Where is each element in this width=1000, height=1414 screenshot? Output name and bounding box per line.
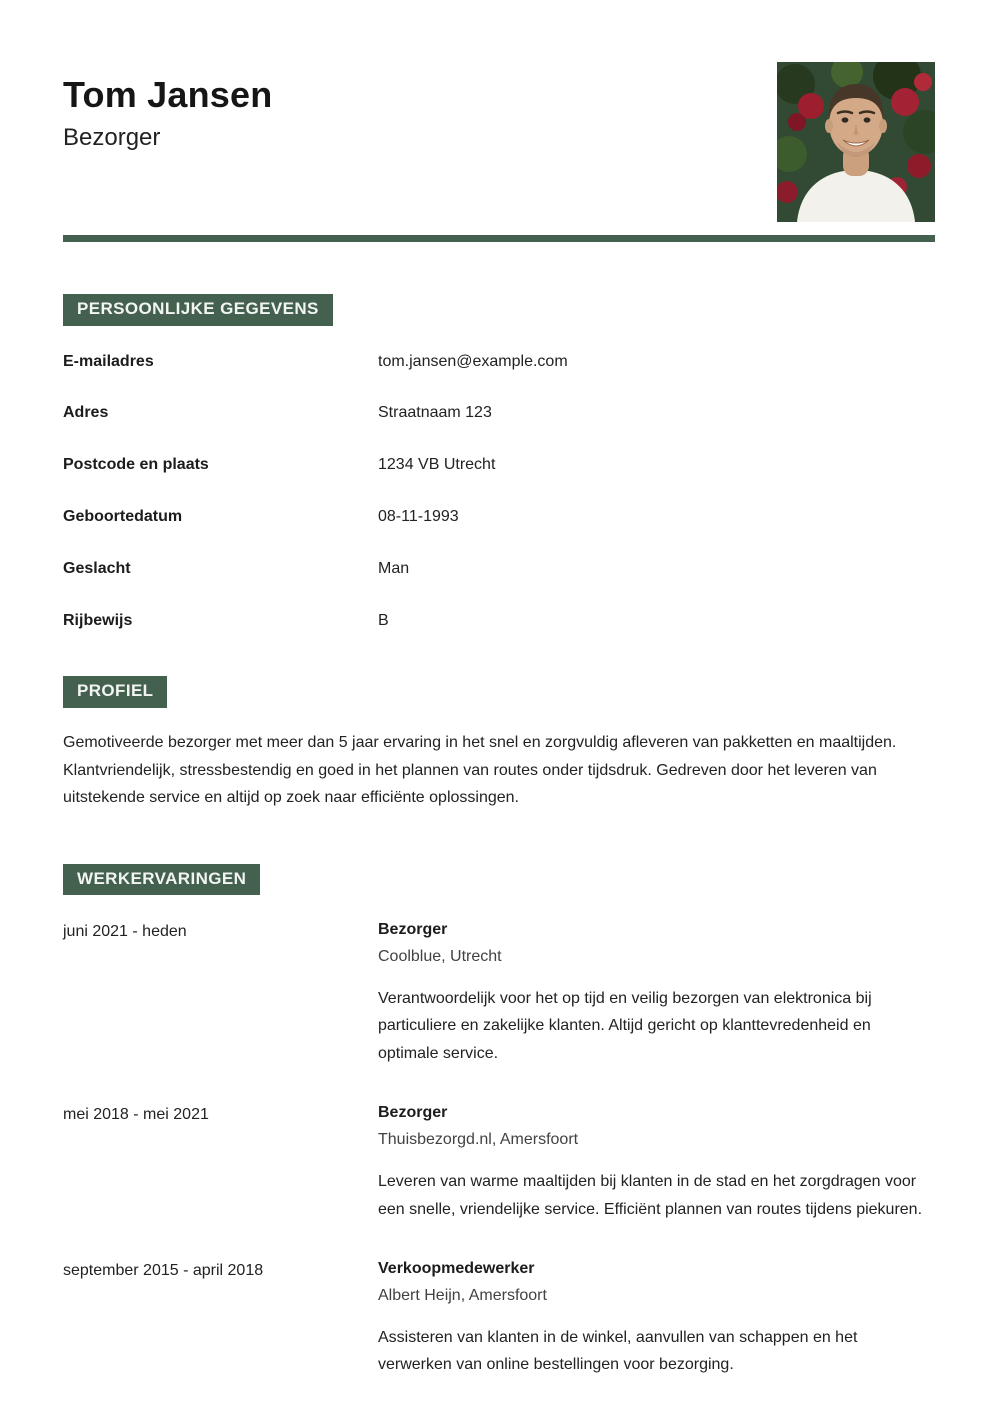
field-value-address: Straatnaam 123 bbox=[378, 404, 492, 422]
field-row-address bbox=[63, 403, 935, 424]
entry-body bbox=[378, 1259, 935, 1379]
person-role: Bezorger bbox=[63, 124, 161, 152]
entry-job-title: Bezorger bbox=[378, 1104, 448, 1122]
entry-period: september 2015 - april 2018 bbox=[63, 1262, 264, 1280]
person-name: Tom Jansen bbox=[63, 74, 273, 115]
field-label: Rijbewijs bbox=[63, 611, 133, 629]
cv-header bbox=[63, 0, 935, 222]
profile-text: Gemotiveerde bezorger met meer dan 5 jaar ervaring in het snel en zorgvuldig afleveren van pakketten en maaltijden. Klantvriendelijk, stressbestendig en goed in het plannen van routes onder tijdsdruk. Gedreven door het leveren van uitstekende service en altijd op zoek naar efficiënte oplossingen. bbox=[63, 734, 897, 807]
experience-entry bbox=[63, 920, 935, 1067]
experience-entry bbox=[63, 1259, 935, 1379]
entry-job-title: Bezorger bbox=[378, 921, 448, 939]
entry-description: Assisteren van klanten in de winkel, aanvullen van schappen en het verwerken van online bestellingen voor bezorging. bbox=[378, 1328, 858, 1374]
field-row-birthdate bbox=[63, 507, 935, 528]
field-value-gender: Man bbox=[378, 559, 410, 577]
entry-body bbox=[378, 920, 935, 1067]
field-row-email bbox=[63, 352, 935, 373]
profile-photo bbox=[777, 62, 935, 222]
field-label: Postcode en plaats bbox=[63, 456, 209, 474]
entry-period: juni 2021 - heden bbox=[63, 923, 187, 941]
field-label: Adres bbox=[63, 404, 109, 422]
section-title-profile: PROFIEL bbox=[63, 676, 167, 708]
section-experience bbox=[63, 812, 935, 1379]
entry-body bbox=[378, 1103, 935, 1223]
field-row-postcode bbox=[63, 455, 935, 476]
section-profile bbox=[63, 631, 935, 811]
entry-description: Leveren van warme maaltijden bij klanten in de stad en het zorgdragen voor een snelle, vriendelijke service. Efficiënt plannen van routes tijdens piekuren. bbox=[378, 1173, 923, 1218]
entry-job-title: Verkoopmedewerker bbox=[378, 1260, 535, 1278]
section-title-personal: PERSOONLIJKE GEGEVENS bbox=[63, 294, 333, 326]
experience-entries bbox=[63, 920, 935, 1378]
entry-period: mei 2018 - mei 2021 bbox=[63, 1106, 209, 1124]
experience-entry bbox=[63, 1103, 935, 1223]
header-divider bbox=[63, 235, 935, 242]
field-label: Geslacht bbox=[63, 559, 131, 577]
entry-company: Thuisbezorgd.nl, Amersfoort bbox=[378, 1131, 579, 1149]
field-label: E-mailadres bbox=[63, 352, 154, 370]
section-title-experience: WERKERVARINGEN bbox=[63, 864, 260, 896]
personal-fields bbox=[63, 352, 935, 632]
name-block bbox=[63, 62, 272, 153]
field-value-postcode: 1234 VB Utrecht bbox=[378, 456, 496, 474]
field-label: Geboortedatum bbox=[63, 508, 183, 526]
field-value-email: tom.jansen@example.com bbox=[378, 352, 568, 370]
entry-description: Verantwoordelijk voor het op tijd en veilig bezorgen van elektronica bij particuliere en zakelijke klanten. Altijd gericht op klanttevredenheid en optimale service. bbox=[378, 989, 872, 1062]
section-personal bbox=[63, 242, 935, 631]
entry-company: Coolblue, Utrecht bbox=[378, 948, 502, 966]
field-row-license bbox=[63, 611, 935, 632]
field-value-birthdate: 08-11-1993 bbox=[378, 508, 459, 526]
field-row-gender bbox=[63, 559, 935, 580]
entry-company: Albert Heijn, Amersfoort bbox=[378, 1286, 547, 1304]
field-value-license: B bbox=[378, 611, 389, 629]
